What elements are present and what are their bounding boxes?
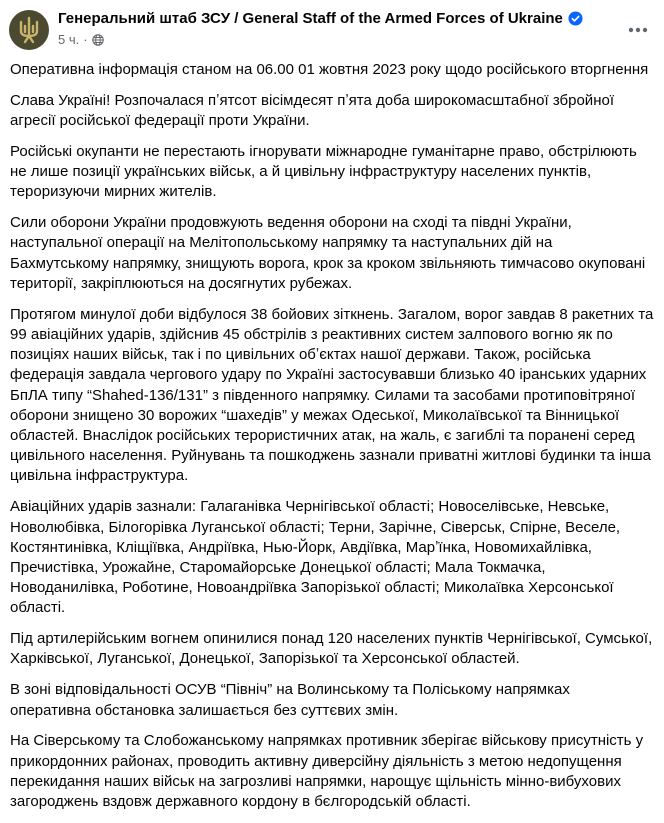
more-options-button[interactable] bbox=[620, 12, 656, 48]
post-meta bbox=[58, 32, 104, 47]
page-name[interactable] bbox=[58, 10, 583, 27]
post-paragraph: Під артилерійським вогнем опинилися понад 120 населених пунктів Чернігівської, Сумської, Харківської, Луганської, Донецької, Запорізької та Херсонської областей. bbox=[10, 630, 653, 668]
post-paragraph: Сили оборони України продовжують ведення оборони на сході та півдні України, наступальної операції на Мелітопольському напрямку та наступальних дій на Бахмутському напрямку, знищують ворога, крок за кроком звільняють тимчасово окуповані території, закріплюються на досягнутих рубежах. bbox=[10, 214, 646, 292]
more-options-icon bbox=[628, 27, 648, 33]
post-paragraph: Російські окупанти не перестають ігнорувати міжнародне гуманітарне право, обстрілюють не лише позиції українських військ, а й цивільну інфраструктуру населених пунктів, тероризуючи мирних жителів. bbox=[10, 142, 637, 201]
page-avatar[interactable] bbox=[9, 10, 49, 50]
post-paragraph: На Сіверському та Слобожанському напрямках противник зберігає військову присутність у прикордонних районах, проводить активну диверсійну діяльність з метою недопущення перекидання наших військ на загрозливі напрямки, нарощує щільність мінно-вибухових загороджень вздовж державного кордону в бєлгородській області. bbox=[10, 732, 644, 810]
post-paragraph: Авіаційних ударів зазнали: Галаганівка Чернігівської області; Новоселівське, Невське, Новолюбівка, Білогорівка Луганської області; Терни, Зарічне, Сіверськ, Спірне, Веселе, Костянтинівка, Кліщіївка, Андріївка, Нью-Йорк, Авдіївка, Марʼїнка, Новомихайлівка, Пречистівка, Урожайне, Старомайорське Донецької області; Мала Токмачка, Новоданилівка, Роботине, Новоандріївка Запорізької області; Миколаївка Херсонської області. bbox=[10, 498, 621, 617]
post-header bbox=[0, 0, 664, 58]
post-timestamp[interactable]: 5 ч. bbox=[58, 32, 80, 47]
globe-icon[interactable] bbox=[92, 34, 104, 46]
meta-separator: · bbox=[83, 32, 88, 47]
post-paragraph: Слава Україні! Розпочалася пʼятсот вісімдесят пʼята доба широкомасштабної збройної агресії російської федерації проти України. bbox=[10, 91, 614, 130]
trident-emblem-icon bbox=[16, 16, 42, 44]
verified-badge-icon bbox=[568, 11, 583, 26]
post-paragraph: В зоні відповідальності ОСУВ “Північ” на Волинському та Поліському напрямках оперативна обстановка залишається без суттєвих змін. bbox=[10, 681, 570, 719]
page-name-text[interactable]: Генеральний штаб ЗСУ / General Staff of the Armed Forces of Ukraine bbox=[58, 10, 563, 27]
post-paragraph-heading: Оперативна інформація станом на 06.00 01 жовтня 2023 року щодо російського вторгнення bbox=[10, 61, 649, 78]
post-text bbox=[10, 60, 654, 823]
post-paragraph: Протягом минулої доби відбулося 38 бойових зіткнень. Загалом, ворог завдав 8 ракетних та 99 авіаційних ударів, здійснив 45 обстрілів з реактивних систем залпового вогню як по позиціях наших військ, так і по цивільних обʼєктах нашої держави. Також, російська федерація завдала чергового удару по Україні застосувавши близько 40 іранських ударних БпЛА типу “Shahed-136/131” з південного напрямку. Силами та засобами протиповітряної оборони знищено 30 ворожих “шахедів” у межах Одеської, Миколаївської та Вінницької областей. Внаслідок російських терористичних атак, на жаль, є загиблі та поранені серед цивільного населення. Руйнувань та пошкоджень зазнали приватні житлові будинки та інша цивільна інфраструктура. bbox=[10, 305, 654, 485]
